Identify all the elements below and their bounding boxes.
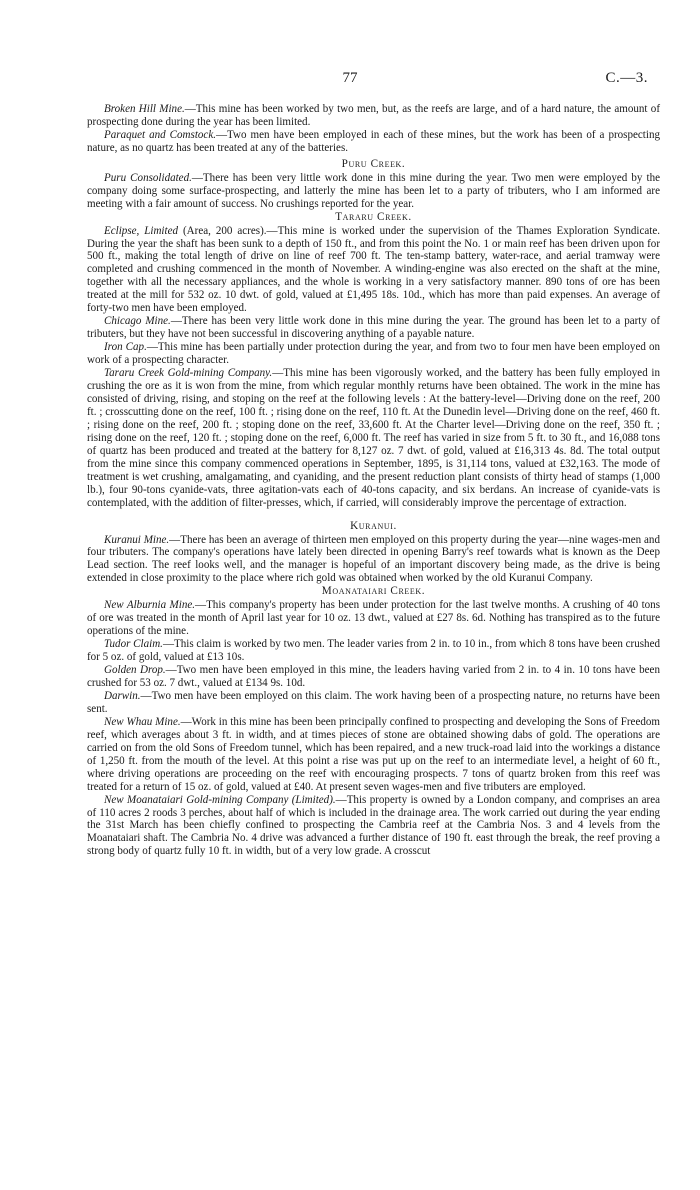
mine-title: Tudor Claim. <box>104 638 163 651</box>
darwin-paragraph <box>87 690 660 716</box>
mine-title: Kuranui Mine. <box>104 533 170 546</box>
mine-title: Broken Hill Mine. <box>104 103 185 115</box>
section-heading-kuranui: Kuranui. <box>350 519 397 532</box>
paragraph-text: —This company's property has been under protection for the last twelve months. A crushing of 40 tons of ore was treated in the month of April last year for 10 oz. 13 dwt., valued at £27 8s. 6d. Nothing has transpired as to the future operations of the mine. <box>87 599 660 638</box>
broken-hill-mine-paragraph <box>87 103 660 129</box>
paragraph-text: —Two men have been employed in this mine, the leaders having varied from 2 in. to 4 in. 10 tons have been crushed for 53 oz. 7 dwt., valued at £134 9s. 10d. <box>87 664 660 689</box>
puru-consolidated-paragraph <box>87 172 660 211</box>
mine-title: New Moanataiari Gold-mining Company (Limited). <box>104 793 336 806</box>
mine-title: New Whau Mine. <box>104 715 181 728</box>
new-whau-mine-paragraph <box>87 716 660 794</box>
paragraph-text: —Work in this mine has been been principally confined to prospecting and developing the Sons of Freedom reef, which averages about 3 ft. in width, and at times pieces of stone are obtained showing dabs of gold. The operations are carried on from the old Sons of Freedom tunnel, which has been repaired, and a new truck-road laid into the workings a distance of 1,250 ft. from the mouth of the level. At this point a rise was put up on the reef to an intermediate level, a height of 60 ft., where driving operations are proceeding on the reef with encouraging prospects. 7 tons of quartz broken from this reef was treated for a return of 15 oz. of gold, valued at £40. At present seven wages-men and five tributers are employed. <box>87 715 660 793</box>
page-number: 77 <box>342 70 358 86</box>
mine-title: Paraquet and Comstock. <box>104 128 216 141</box>
paragraph-text: —There has been an average of thirteen men employed on this property during the year—nine wages-men and four tributers. The company's operations have lately been directed in opening Barry's reef towards what is known as the Deep Lead section. The reef looks well, and the manager is hopeful of an important discovery being made, as the drive is being extended in close proximity to the place where rich gold was obtained when worked by the old Kuranui Company. <box>87 533 660 585</box>
tudor-claim-paragraph <box>87 638 660 664</box>
mine-title: New Alburnia Mine. <box>104 599 196 612</box>
mine-title: Puru Consolidated. <box>104 171 192 184</box>
paragraph-text: —Two men have been employed in each of these mines, but the work has been of a prospecting nature, as no quartz has been treated at any of the batteries. <box>87 128 660 154</box>
chicago-mine-paragraph <box>87 315 660 341</box>
tararu-creek-gold-mining-company-paragraph <box>87 367 660 509</box>
paragraph-text: —This mine has been partially under protection during the year, and from two to four men have been employed on work of a prospecting character. <box>87 341 660 367</box>
mine-title: Iron Cap. <box>104 341 147 354</box>
document-code: C.—3. <box>605 70 648 86</box>
section-heading-moanataiari-creek: Moanataiari Creek. <box>321 585 426 598</box>
paragraph-text: —This mine has been vigorously worked, and the battery has been fully employed in crushing the ore as it is won from the mine, from which regular monthly returns have been obtained. The work in the mine has consisted of driving, rising, and stoping on the reef at the following levels : At the battery-level—Driving done on the reef, 200 ft. ; crosscutting done on the reef, 100 ft. ; rising done on the reef, 110 ft. At the Dunedin level—Driving done on the reef, 460 ft. ; rising done on the reef, 200 ft. ; stoping done on the reef, 33,600 ft. At the Charter level—Driving done on the reef, 350 ft. ; rising done on the reef, 120 ft. ; stoping done on the reef, 6,000 ft. The reef has varied in size from 5 ft. to 30 ft., and 16,088 tons of quartz has been produced and treated at the battery for 8,127 oz. 7 dwt. of gold, valued at £16,313 4s. 8d. The total output from the mine since this company commenced operations in September, 1895, is 31,114 tons, valued at £32,163. The mode of treatment is wet crushing, amalgamating, and cyaniding, and the present reduction plant consists of thirty head of stamps (1,000 lb.), four 90-tons cyanide-vats, three agitation-vats each of 40-tons capacity, and six berdans. An increase of cyanide-vats is contemplated, with the addition of filter-presses, which, if carried, will considerably improve the percentage of extraction. <box>87 367 660 509</box>
paragraph-text: —Two men have been employed on this claim. The work having been of a prospecting nature, no returns have been sent. <box>87 689 660 715</box>
golden-drop-paragraph <box>87 664 660 690</box>
kuranui-mine-paragraph <box>87 534 660 586</box>
mine-title: Chicago Mine. <box>104 315 171 328</box>
report-body <box>87 103 660 858</box>
mine-title: Eclipse, Limited <box>104 224 179 237</box>
paragraph-text: —This property is owned by a London company, and comprises an area of 110 acres 2 roods 3 perches, about half of which is included in the drainage area. The work carried out during the year ending the 31st March has been chiefly confined to prospecting the Cambria reef at the Cambria Nos. 3 and 4 levels from the Moanataiari shaft. The Cambria No. 4 drive was advanced a further distance of 190 ft. east through the break, the reef proving a strong body of quartz fully 10 ft. in width, but of a very low grade. A crosscut <box>87 793 661 858</box>
mine-title: Golden Drop. <box>104 664 166 677</box>
new-alburnia-mine-paragraph <box>87 599 660 638</box>
paragraph-text: —This claim is worked by two men. The leader varies from 2 in. to 10 in., from which 8 tons have been crushed for 5 oz. of gold, valued at £13 10s. <box>87 638 660 664</box>
section-heading-puru-creek: Puru Creek. <box>341 157 406 170</box>
paragraph-text: —This mine has been worked by two men, but, as the reefs are large, and of a hard nature, the amount of prospecting done during the year has been limited. <box>87 103 660 128</box>
eclipse-limited-paragraph <box>87 225 660 316</box>
mine-title: Darwin. <box>104 689 141 702</box>
paragraph-text: —There has been very little work done in this mine during the year. The ground has been let to a party of tributers, but they have not been successful in discovering anything of a payable nature. <box>87 315 661 341</box>
new-moanataiari-gold-mining-company-paragraph <box>87 794 660 859</box>
paragraph-text: (Area, 200 acres).—This mine is worked under the supervision of the Thames Exploration Syndicate. During the year the shaft has been sunk to a depth of 150 ft., and from this point the No. 1 or main reef has been driven upon for 500 ft., making the total length of drive on line of reef 700 ft. The ten-stamp battery, water-race, and aerial tramway were completed and crushing commenced in the month of November. A winding-engine was also erected on the shaft at the mine, together with all the necessary appliances, and the whole is working in a very satisfactory manner. 890 tons of ore has been treated at the mill for 532 oz. 10 dwt. of gold, valued at £1,495 18s. 10d., which has more than paid expenses. An average of forty-two men have been employed. <box>87 224 660 315</box>
paraquet-and-comstock-paragraph <box>87 129 660 155</box>
section-heading-tararu-creek: Tararu Creek. <box>335 210 412 223</box>
paragraph-text: —There has been very little work done in this mine during the year. Two men were employed by the company doing some surface-prospecting, and latterly the mine has been let to a party of tributers, who I am informed are meeting with a fair amount of success. No crushings reported for the year. <box>87 171 660 210</box>
iron-cap-paragraph <box>87 341 660 367</box>
mine-title: Tararu Creek Gold-mining Company. <box>104 367 273 380</box>
